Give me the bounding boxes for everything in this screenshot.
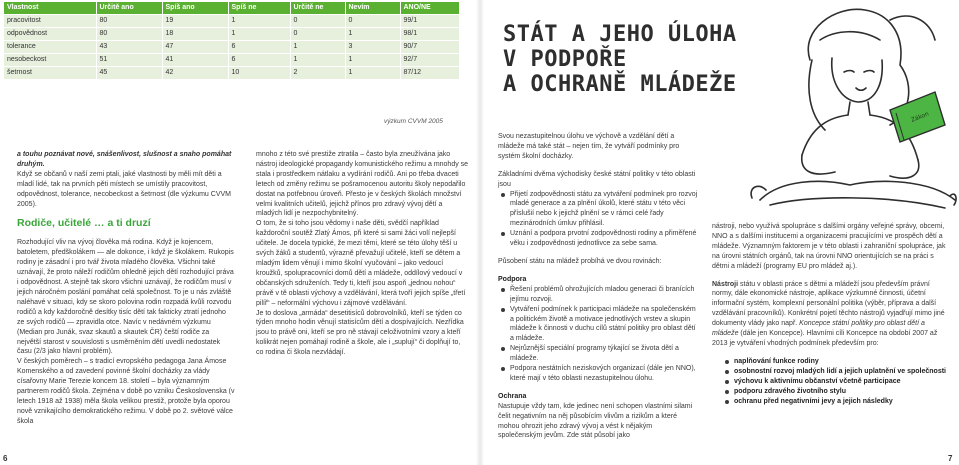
table-cell: šetrnost bbox=[4, 66, 96, 79]
list-item: Vytváření podmínek k participaci mládeže na společenském a politickém životě a motivace jednotlivých vrstev a skupin mládeže k činnosti v duchu cílů státní politiky pro oblast dětí a mládeže. bbox=[498, 305, 698, 345]
table-cell: 0 bbox=[345, 14, 400, 27]
paragraph: O tom, že si toho jsou vědomy i naše děti, svědčí například každoroční soutěž Zlatý Ámos, při které si sami žáci volí nejlepší učitele. Je docela typické, že mezi těmi, které se této úlohy těší u svých žáků a studentů, výrazně převažují učitelé, kteří se dětem a mladým lidem věnují i mimo školní vyučování – jako vedoucí kroužků, spolupracovníci domů dětí a mládeže, oddílový vedoucí v občanských sdruženích. Tedy ti, kteří jsou aspoň „jednou nohou“ právě v tě oblasti výchovy a vzdělávání, která tvoří jejich spíše „třetí pilíř“ – neformální výchovu i zájmové vzdělávání. bbox=[256, 220, 466, 307]
table-cell: 42 bbox=[162, 66, 228, 79]
table-cell: 92/7 bbox=[400, 53, 460, 66]
title-line: V PODPOŘE bbox=[503, 47, 627, 72]
table-cell: 1 bbox=[345, 66, 400, 79]
list-item: ochranu před negativními jevy a jejich následky bbox=[722, 397, 950, 407]
table-cell: 6 bbox=[228, 53, 290, 66]
paragraph: Je to doslova „armáda“ desetitisíců dobrovolníků, kteří se týden co týden mnoho hodin věnují statisícům dětí a dospívajících. Nezřídka jsou to právě oni, kteří se pro ně stávají celoživotními vzory a kteří kolikrát nejen pomáhají rodině a škole, ale i „suplují“ či doplňují to, co rodina či škola nezvládají. bbox=[256, 309, 464, 357]
table-header: Určitě ne bbox=[290, 2, 345, 14]
table-cell: 99/1 bbox=[400, 14, 460, 27]
table-cell: 41 bbox=[162, 53, 228, 66]
bullet-list bbox=[498, 190, 698, 249]
list-item: podporu zdravého životního stylu bbox=[722, 387, 950, 397]
table-cell: 3 bbox=[345, 40, 400, 53]
girl-reading-illustration bbox=[740, 0, 959, 210]
table-cell: 1 bbox=[345, 53, 400, 66]
inline-bold: Nástroji bbox=[712, 280, 739, 288]
table-row bbox=[4, 27, 460, 40]
book-icon bbox=[890, 92, 945, 142]
lead-paragraph: a touhu poznávat nové, snášenlivost, slušnost a snaho pomáhat druhým. bbox=[17, 151, 232, 168]
table-cell: 1 bbox=[228, 27, 290, 40]
column-1 bbox=[17, 150, 235, 427]
column-3 bbox=[498, 132, 698, 441]
title-line: A OCHRANĚ MLÁDEŽE bbox=[503, 72, 737, 97]
table-row bbox=[4, 40, 460, 53]
paragraph: mnoho z této své prestiže ztratila – často byla zneužívána jako nástroj ideologické propagandy komunistického režimu a mnohdy se stala i prostředkem nátlaku a vydírání rodičů. Ani po třeba dvaceti letech od změny režimu se pošramocenou autoritu školy nepodařilo dostat na potřebnou úroveň. Přesto je v českých školách množství velmi kvalitních učitelů, jejichž přínos pro zdravý vývoj dětí a mladých lidí je nezpochybnitelný. bbox=[256, 151, 469, 218]
table-cell: 45 bbox=[96, 66, 162, 79]
paragraph: V českých poměrech – s tradicí evropského pedagoga Jana Ámose Komenského a od zavedení povinné školní docházky za vlády císařovny Marie Terezie koncem 18. století – byla významným partnerem rodičů škola. Zejména v době po vzniku Československa (v letech 1918 až 1938) měla škola velikou prestiž, protože byla oporou nově vznikajícího demokratického režimu. V době po 2. světové válce škola bbox=[17, 358, 235, 425]
table-header: Vlastnost bbox=[4, 2, 96, 14]
table-cell: nesobeckost bbox=[4, 53, 96, 66]
table-cell: 90/7 bbox=[400, 40, 460, 53]
table-cell: 1 bbox=[228, 14, 290, 27]
inline-text: (dále jen Koncepce). Hlavními cíli Koncepce na období 2007 až 2013 je vytváření vhodných podmínek především pro: bbox=[712, 330, 938, 347]
table-cell: 80 bbox=[96, 27, 162, 40]
table-row bbox=[4, 53, 460, 66]
table-cell: 18 bbox=[162, 27, 228, 40]
table-header: Spíš ano bbox=[162, 2, 228, 14]
page-gutter bbox=[476, 0, 484, 465]
table-cell: 1 bbox=[290, 40, 345, 53]
table-cell: 19 bbox=[162, 14, 228, 27]
table-cell: tolerance bbox=[4, 40, 96, 53]
table-cell: 1 bbox=[290, 53, 345, 66]
paragraph: nástroji, nebo využívá spolupráce s dalšími orgány veřejné správy, obcemi, NNO a s dalšími institucemi a organizacemi pracujícími ve prospěch dětí a mládeže. Významným faktorem je v této oblasti i zahraniční spolupráce, jak na úrovni státních orgánů, tak na úrovni NNO orientujících se na práci s dětmi a mládeží (programy EU pro mládež aj.). bbox=[712, 223, 946, 270]
bullet-list bbox=[498, 285, 698, 384]
section-heading: Rodiče, učitelé … a ti druzí bbox=[17, 217, 151, 230]
list-item: osobnostní rozvoj mladých lidí a jejich uplatnění ve společnosti bbox=[722, 367, 950, 377]
table-header: ANO/NE bbox=[400, 2, 460, 14]
paragraph: Když se občanů v naší zemi ptali, jaké vlastnosti by měli mít děti a mladí lidé, tak na prvních pěti místech se umístily pracovitost, odpovědnost, tolerance, necobeckost a šetrnost (dle výzkumu CVVM 2005). bbox=[17, 170, 231, 208]
paragraph: Působení státu na mládež probíhá ve dvou rovinách: bbox=[498, 257, 662, 265]
svg-text:Zákon: Zákon bbox=[910, 110, 930, 124]
subheading-podpora: Podpora bbox=[498, 275, 527, 283]
inline-italic: Koncepce státní politiky pro oblast dětí a mládeže bbox=[712, 320, 925, 338]
table-cell: 0 bbox=[290, 14, 345, 27]
table-source: výzkum CVVM 2005 bbox=[384, 118, 443, 125]
table-cell: pracovitost bbox=[4, 14, 96, 27]
table-cell: 43 bbox=[96, 40, 162, 53]
table-header: Spíš ne bbox=[228, 2, 290, 14]
table-row bbox=[4, 66, 460, 79]
list-item: výchovu k aktivnímu občanství včetně participace bbox=[722, 377, 950, 387]
paragraph: Nastupuje vždy tam, kde jedinec není schopen vlastními silami čelit negativním na něj působícím vlivům a rizikům a které mohou ohrozit jeho zdravý vývoj a vést k nějakým společenským jevům. Zde stát působí jako bbox=[498, 402, 693, 440]
table-cell: 10 bbox=[228, 66, 290, 79]
goals-list bbox=[712, 357, 950, 407]
inline-text: státu v oblasti práce s dětmi a mládeží jsou především právní normy, dále ekonomické nástroje, aplikace výzkumné činnosti, účetní informační systém, komplexní personální politika (výběr, příprava a další vzdělávání pracovníků). Konkrétní pojetí těchto nástrojů vyjadřují mimo jiné dokumenty vlády jako např. bbox=[712, 280, 945, 328]
table-cell: 47 bbox=[162, 40, 228, 53]
list-item: Přijetí zodpovědnosti státu za vytváření podmínek pro rozvoj mladé generace a za plnění úkolů, které státu v této věci příslušií nebo k jejichž plnění se v rámci celé řady mezinárodních úmluv přihlásil. bbox=[498, 190, 698, 230]
page-number-left: 6 bbox=[3, 454, 8, 463]
list-item: naplňování funkce rodiny bbox=[722, 357, 950, 367]
column-4 bbox=[712, 222, 950, 406]
paragraph: Základními dvěma východisky české státní politiky v této oblasti jsou bbox=[498, 170, 696, 188]
page-title bbox=[503, 22, 737, 97]
list-item: Řešení problémů ohrožujících mladou generaci či branících jejímu rozvoji. bbox=[498, 285, 698, 305]
table-cell: 1 bbox=[345, 27, 400, 40]
table-header: Nevím bbox=[345, 2, 400, 14]
table-header-row bbox=[4, 2, 460, 14]
list-item: Podpora nestátních neziskových organizací (dále jen NNO), které mají v této oblasti nezastupitelnou úlohu. bbox=[498, 364, 698, 384]
list-item: Nejrůznější speciální programy týkající se života dětí a mládeže. bbox=[498, 344, 698, 364]
column-2 bbox=[256, 150, 469, 358]
paragraph: Svou nezastupitelnou úlohu ve výchově a vzdělání dětí a mládeže má také stát – nejen tím, že vytváří podmínky pro systém školní docházky. bbox=[498, 133, 680, 160]
table-cell: 51 bbox=[96, 53, 162, 66]
list-item: Uznání a podpora prvotní zodpovědnosti rodiny a přiměřené věku i zodpovědnosti jednotlivce za sebe sama. bbox=[498, 229, 698, 249]
table-cell: 2 bbox=[290, 66, 345, 79]
table-cell: 87/12 bbox=[400, 66, 460, 79]
table-cell: 0 bbox=[290, 27, 345, 40]
paragraph bbox=[712, 280, 950, 349]
table-header: Určitě ano bbox=[96, 2, 162, 14]
survey-table bbox=[4, 2, 460, 79]
paragraph: Rozhodující vliv na vývoj člověka má rodina. Když je kojencem, batoletem, předškolákem — ale dokonce, i když je školákem. Rukopis rodiny je zásadní i pro tvář života mladého člověka. Všichni také uznávají, že proto náleží rodičům ohledně jejich dětí rozhodující práva i odpovědnost. A stejně tak skoro všichni uznávají, že rodičům musí v jejich náročném poslání pomáhat celá společnost. To je u nás zvláště naléhavé v situaci, kdy se skoro polovina rodin rozpadá kvůli rozvodu rodičů a kdy každoročně desítky tisíc dětí tak fakticky ztratí jednoho ze svých rodičů — zpravidla otce. Navíc v nedávném výzkumu (Median pro Junák, svaz skautů a skautek ČR) čeští rodiče za největší starost v souvislosti s usměrněním dětí uvedli nedostatek času (2/3 jako hlavní problém). bbox=[17, 239, 234, 356]
table-cell: 98/1 bbox=[400, 27, 460, 40]
page-number-right: 7 bbox=[948, 454, 953, 463]
table-cell: odpovědnost bbox=[4, 27, 96, 40]
subheading-ochrana: Ochrana bbox=[498, 392, 527, 400]
title-line: STÁT A JEHO ÚLOHA bbox=[503, 22, 737, 47]
table-row bbox=[4, 14, 460, 27]
table-cell: 80 bbox=[96, 14, 162, 27]
table-cell: 6 bbox=[228, 40, 290, 53]
